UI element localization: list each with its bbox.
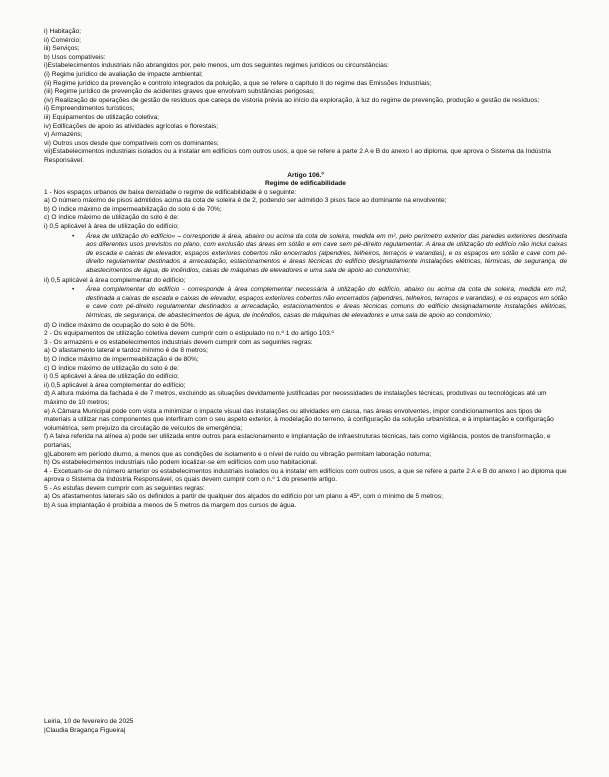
list-item: 2 - Os equipamentos de utilização coletiva devem cumprir com o estipulado no n.º 1 do artigo 103.º: [44, 330, 334, 338]
list-item: (iv) Realização de operações de gestão de resíduos que careça de vistoria prévia ao início da exploração, à luz do regime de prevenção, produção e gestão de resíduos;: [44, 96, 540, 104]
list-item: 1 - Nos espaços urbanos de baixa densidade o regime de edificabilidade é o seguinte:: [44, 188, 297, 196]
list-item: ii) Empreendimentos turísticos;: [44, 105, 135, 113]
list-item: 5 - As estufas devem cumprir com as seguintes regras:: [44, 484, 205, 492]
list-item: i)Estabelecimentos industriais não abrangidos por, pelo menos, um dos seguintes regimes jurídicos ou circunstâncias:: [44, 62, 389, 70]
signature: |Claudia Bragança Figueira|: [44, 726, 126, 734]
list-item: h) Os estabelecimentos industriais não podem localizar-se em edifícios com uso habitacional.: [44, 459, 318, 467]
list-item: vi) Outros usos desde que compatíveis com os dominantes;: [44, 139, 219, 147]
list-item: iii) Serviços;: [44, 45, 80, 53]
list-item: (i) Regime jurídico de avaliação de impacte ambiental;: [44, 70, 203, 78]
article-number: Artigo 106.º: [287, 171, 324, 179]
list-item: i) 0,5 aplicável à área de utilização do edifício;: [44, 223, 179, 231]
list-item: ii) 0,5 aplicável à área complementar do edifício;: [44, 381, 186, 389]
list-item: ii) 0,5 aplicável à área complementar do edifício;: [44, 276, 186, 284]
list-item: e) A Câmara Municipal pode com vista a minimizar o impacte visual das instalações ou atividades em causa, nas áreas envolventes, impor condicionamentos aos tipos de materiais a utilizar nas componentes que interfiram com o seu aspeto exterior, à modelação do terreno, à configuração da solução urbanística, e à implantação e configuração volumétrica, sem prejuízo da circulação de veículos de emergência;: [44, 407, 554, 432]
list-item: d) O índice máximo de ocupação do solo é de 50%.: [44, 321, 196, 329]
place-date: Leiria, 10 de fevereiro de 2025: [44, 718, 134, 725]
list-item: i) 0,5 aplicável à área de utilização do edifício;: [44, 373, 179, 381]
list-item: c) O índice máximo de utilização do solo é de:: [44, 214, 179, 222]
list-item: c) O índice máximo de utilização do solo é de:: [44, 364, 179, 372]
definition-bullet: [64, 233, 567, 276]
edificability-rules: [44, 189, 567, 511]
list-item: ii) Comércio;: [44, 36, 82, 44]
list-item: v) Armazéns;: [44, 131, 83, 139]
document-footer: [44, 718, 344, 735]
list-item: a) Os afastamentos laterais são os definidos a partir de qualquer dos alçados do edifício por um plano a 45º, com o mínimo de 5 metros;: [44, 493, 443, 501]
definition-bullet: [64, 286, 567, 320]
list-item: b) Usos compatíveis:: [44, 53, 106, 61]
uses-list: [44, 28, 567, 166]
list-item: 4 - Excetuam-se do número anterior os estabelecimentos industriais isolados ou a instalar em edifícios com outros usos, a que se refere a parte 2 A e B do anexo I ao diploma que aprova o Sistema da Indústria Responsável, os quais devem cumprir com o n.º 1 do presente artigo.: [44, 467, 567, 484]
list-item: f) A faixa referida na alínea a) pode ser utilizada entre outros para estacionamento e implantação de infraestruturas técnicas, tais como vigilância, postos de transformação, e portarias;: [44, 433, 551, 449]
bullet-dot-icon: •: [72, 232, 75, 240]
list-item: a) O afastamento lateral e tardoz mínimo é de 8 metros;: [44, 347, 208, 355]
list-item: b) O índice máximo de impermeabilização do solo é de 70%;: [44, 205, 222, 213]
bullet-dot-icon: •: [72, 286, 75, 294]
list-item: b) O índice máximo de impermeabilização é de 80%;: [44, 355, 199, 363]
list-item: (ii) Regime jurídico da prevenção e controlo integrados da poluição, a que se refere o capítulo II do regime das Emissões Industriais;: [44, 79, 432, 87]
definition-text: Área complementar do edifício - corresponde à área complementar necessária à utilização do edifício, abaixo ou acima da cota de soleira, medida em m2, destinada a caixas de escada e caixas de elevador, espaços exteriores cobertos não encerrados (alpendres, telheiros, terraços e varandas), e os espaços em sótão e cave com pé-direito regulamentar destinados a arrecadação, estacionamentos e áreas técnicas comuns do edifício designadamente instalações elétricas, térmicas, de segurança, de abastecimentos de água, de incêndios, casas de máquinas de elevadores e uma sala de apoio ao condomínio;: [86, 286, 567, 319]
document-body: [44, 28, 567, 511]
list-item: g)Laborem em período diurno, a menos que as condições de isolamento e o nível de ruído ou vibração permitam laboração noturna;: [44, 450, 432, 458]
definition-text: Área de utilização do edifício» – corresponde à área, abaixo ou acima da cota de soleira, medida em m², pelo perímetro exterior das paredes exteriores destinada aos diferentes usos previstos no plano, com exclusão das áreas em sótão e em cave sem pé-direito regulamentar. A área de utilização do edifício não inclui caixas de escada e caixas de elevador, espaços exteriores cobertos não encerrados (alpendres, telheiros, terraços e varandas), e os espaços em sótão e cave com pé-direito regulamentar destinados a arrecadação, estacionamentos e áreas técnicas do edifício designadamente instalações elétricas, térmicas, de segurança, de abastecimentos de água, de incêndios, casas de máquinas de elevadores e uma sala de apoio ao condomínio;: [86, 232, 567, 275]
list-item: (iii) Regime jurídico de prevenção de acidentes graves que envolvam substâncias perigosas;: [44, 88, 315, 96]
list-item: b) A sua implantação é proibida a menos de 5 metros da margem dos cursos de água.: [44, 502, 297, 510]
list-item: iii) Equipamentos de utilização coletiva;: [44, 113, 160, 121]
list-item: 3 - Os armazéns e os estabelecimentos industriais devem cumprir com as seguintes regras:: [44, 338, 313, 346]
list-item: a) O número máximo de pisos admitidos acima da cota de soleira é de 2, podendo ser admitido 3 pisos face ao dominante na envolvente;: [44, 197, 447, 205]
list-item: iv) Edificações de apoio às atividades agrícolas e florestais;: [44, 122, 219, 130]
list-item: vii)Estabelecimentos industriais isolados ou a instalar em edifícios com outros usos, a que se refere a parte 2 A e B do anexo I ao diploma, que aprova o Sistema da Indústria Responsável.: [44, 148, 551, 164]
article-title: Regime de edificabilidade: [265, 180, 346, 188]
list-item: i) Habitação;: [44, 28, 82, 35]
list-item: d) A altura máxima da fachada é de 7 metros, excluindo as situações devidamente justificadas por necessidades de instalações técnicas, produtivas ou tecnológicas até um máximo de 10 metros;: [44, 390, 547, 406]
